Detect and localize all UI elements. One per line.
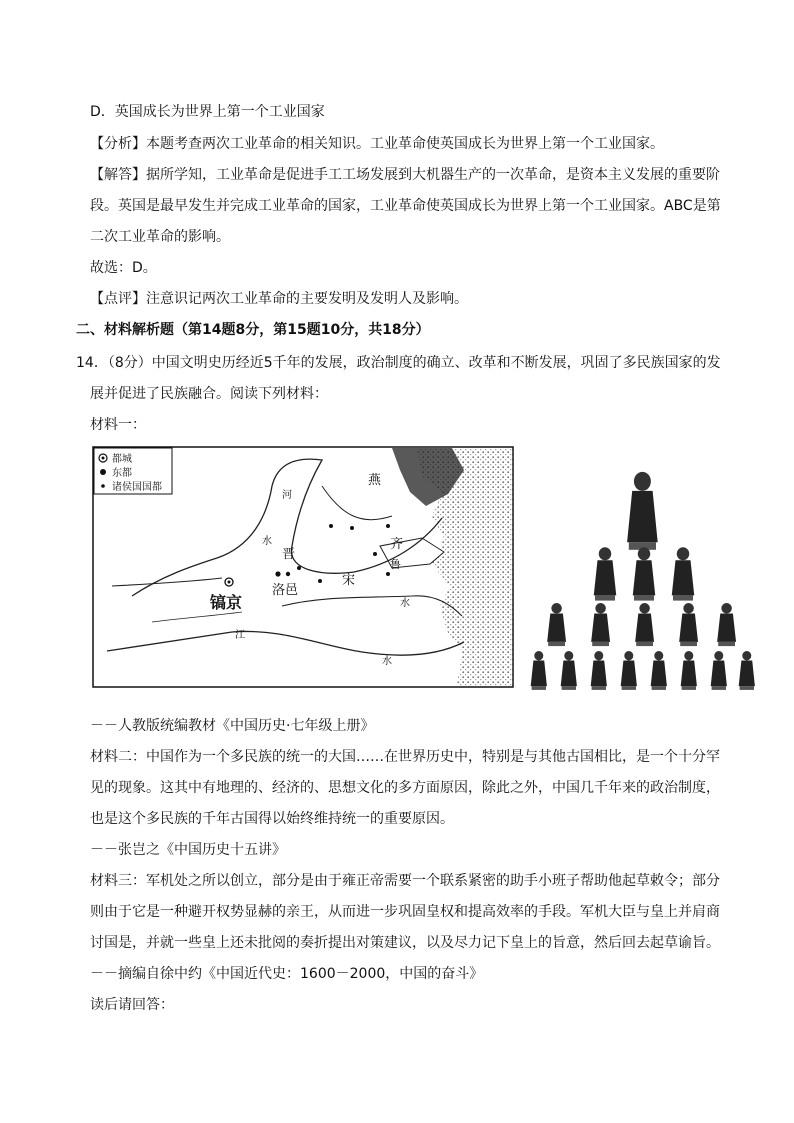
figure-scholar	[711, 651, 727, 690]
place-yan: 燕	[368, 473, 382, 488]
source-1: －－人教版统编教材《中国历史·七年级上册》	[90, 718, 375, 734]
figure-scholar	[591, 651, 607, 690]
comment: 【点评】注意识记两次工业革命的主要发明及发明人及影响。	[90, 291, 468, 307]
question-14-line-1: 14．（8分）中国文明史历经近5千年的发展，政治制度的确立、改革和不断发展，巩固了多民族国家的发	[76, 355, 721, 371]
source-3: －－摘编自徐中约《中国近代史：1600－2000，中国的奋斗》	[90, 966, 484, 982]
answer-line-3: 二次工业革命的影响。	[90, 229, 230, 245]
material-3-line-1: 材料三：军机处之所以创立，部分是由于雍正帝需要一个联系紧密的助手小班子帮助他起草敕令；部分	[90, 873, 720, 889]
place-lu: 鲁	[390, 558, 401, 571]
closing-prompt: 读后请回答：	[90, 997, 174, 1013]
figure-king	[627, 472, 658, 550]
figure-scholar	[651, 651, 667, 690]
question-14-line-2: 展并促进了民族融合。阅读下列材料：	[90, 386, 328, 402]
answer-line-2: 段。英国是最早发生并完成工业革命的国家，工业革命使英国成长为世界上第一个工业国家。ABC是第	[90, 198, 721, 214]
feudal-hierarchy-figures	[526, 468, 758, 694]
figure-noble	[672, 547, 695, 600]
material-3-line-3: 讨国是，并就一些皇上还未批阅的奏折提出对策建议，以及尽力记下皇上的旨意，然后回去起草谕旨。	[90, 935, 720, 951]
source-2: －－张岂之《中国历史十五讲》	[90, 842, 286, 858]
figure-noble	[633, 547, 656, 600]
figure-scholar	[739, 651, 755, 690]
material-2-line-2: 见的现象。这其中有地理的、经济的、思想文化的多方面原因，除此之外，中国几千年来的政治制度，	[90, 780, 720, 796]
place-luoyi: 洛邑	[272, 583, 299, 598]
figure-minister	[547, 603, 566, 646]
western-zhou-map	[92, 446, 514, 688]
figure-scholar	[621, 651, 637, 690]
section-title: 二、材料解析题（第14题8分，第15题10分，共18分）	[76, 322, 430, 338]
material-1-label: 材料一：	[90, 417, 146, 433]
river-label-shui-2: 水	[400, 598, 410, 609]
legend-capital: 都城	[112, 454, 132, 465]
material-2-line-3: 也是这个多民族的千年古国得以始终维持统一的重要原因。	[90, 811, 454, 827]
figure-minister	[635, 603, 654, 646]
legend-eastern-capital: 东都	[112, 468, 132, 479]
option-d: D．英国成长为世界上第一个工业国家	[90, 104, 325, 120]
river-label-jiang: 江	[235, 630, 245, 641]
river-label-shui-3: 水	[382, 656, 392, 667]
river-label-shui-1: 水	[262, 536, 272, 547]
figure-minister	[717, 603, 736, 646]
figure-scholar	[681, 651, 697, 690]
analysis: 【分析】本题考查两次工业革命的相关知识。工业革命使英国成长为世界上第一个工业国家。	[90, 136, 664, 152]
choice: 故选：D。	[90, 260, 157, 276]
figure-scholar	[561, 651, 577, 690]
figure-scholar	[531, 651, 547, 690]
place-qi: 齐	[390, 537, 404, 552]
figure-noble	[594, 547, 617, 600]
material-3-line-2: 则由于它是一种避开权势显赫的亲王，从而进一步巩固皇权和提高效率的手段。军机大臣与皇上并肩商	[90, 904, 720, 920]
place-jin: 晋	[282, 547, 296, 562]
place-haojing: 镐京	[210, 593, 243, 612]
answer-line-1: 【解答】据所学知，工业革命是促进手工工场发展到大机器生产的一次革命，是资本主义发展的重要阶	[90, 167, 720, 183]
legend-vassal-capital: 诸侯国国都	[112, 482, 162, 493]
figure-minister	[591, 603, 610, 646]
place-song: 宋	[342, 573, 356, 588]
river-label-he: 河	[282, 490, 292, 501]
material-2-line-1: 材料二：中国作为一个多民族的统一的大国……在世界历史中，特别是与其他古国相比，是一个十分罕	[90, 749, 720, 765]
figure-minister	[679, 603, 698, 646]
